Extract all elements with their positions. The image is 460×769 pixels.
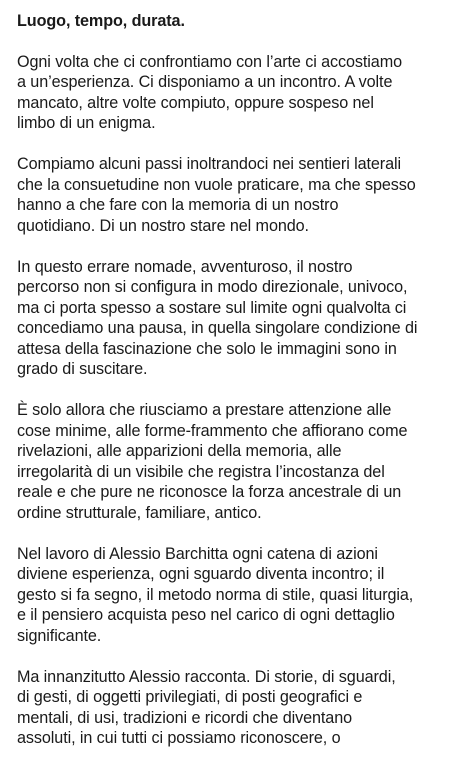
paragraph-1: Ogni volta che ci confrontiamo con l’arte ci accostiamo a un’esperienza. Ci disponiamo a un incontro. A volte mancato, altre volte compiuto, oppure sospeso nel limbo di un enigma.: [17, 52, 402, 132]
document-title: Luogo, tempo, durata.: [17, 12, 185, 30]
paragraph-3: In questo errare nomade, avventuroso, il nostro percorso non si configura in modo direzionale, univoco, ma ci porta spesso a sostare sul limite ogni qualvolta ci concediamo una pausa, in quella singolare condizione di attesa della fascinazione che solo le immagini sono in grado di suscitare.: [17, 257, 418, 378]
document-page: [17, 11, 455, 769]
paragraph-2: Compiamo alcuni passi inoltrandoci nei sentieri laterali che la consuetudine non vuole praticare, ma che spesso hanno a che fare con la memoria di un nostro quotidiano. Di un nostro stare nel mondo.: [17, 155, 416, 235]
paragraph-4: È solo allora che riusciamo a prestare attenzione alle cose minime, alle forme-frammento che affiorano come rivelazioni, alle apparizioni della memoria, alle irregolarità di un visibile che registra l’incostanza del reale e che pure ne riconosce la forza ancestrale di un ordine strutturale, familiare, antico.: [17, 401, 408, 522]
paragraph-6: Ma innanzitutto Alessio racconta. Di storie, di sguardi, di gesti, di oggetti privilegiati, di posti geografici e mentali, di usi, tradizioni e ricordi che diventano assoluti, in cui tutti ci possiamo riconoscere, o: [17, 667, 396, 747]
paragraph-5: Nel lavoro di Alessio Barchitta ogni catena di azioni diviene esperienza, ogni sguardo diventa incontro; il gesto si fa segno, il metodo norma di stile, quasi liturgia, e il pensiero acquista peso nel carico di ogni dettaglio significante.: [17, 544, 414, 645]
